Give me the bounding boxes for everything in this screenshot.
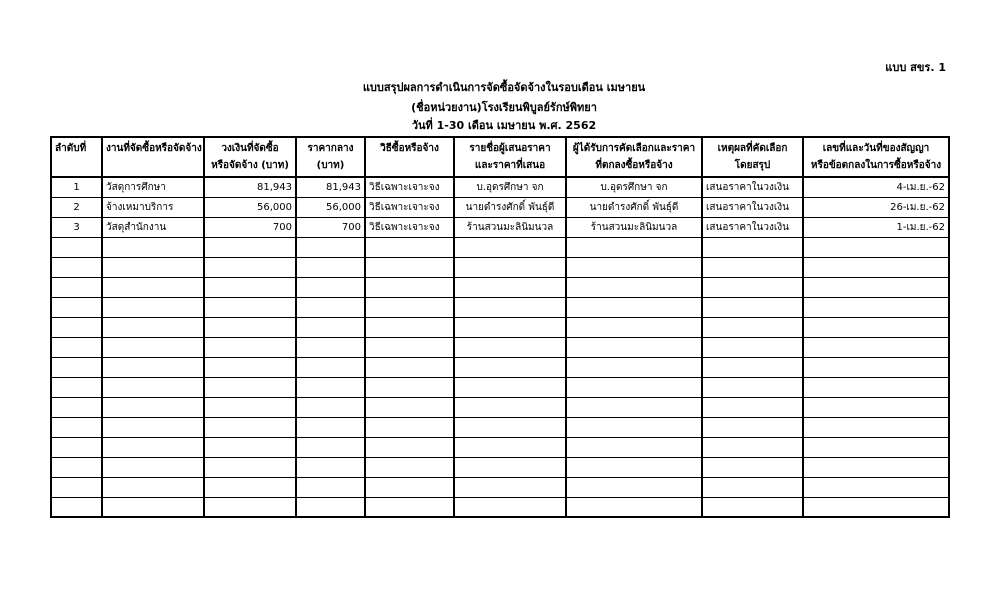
row-work: วัสดุสำนักงาน [102,217,204,237]
empty-row [51,397,949,417]
report-period: วันที่ 1-30 เดือน เมษายน พ.ศ. 2562 [411,119,597,132]
row-median-price: 56,000 [296,197,365,217]
header-no: ลำดับที่ [51,137,102,177]
row-median-price: 81,943 [296,177,365,197]
empty-row [51,357,949,377]
empty-row [51,457,949,477]
row-no: 2 [51,197,102,217]
empty-row [51,377,949,397]
table-row [51,197,949,217]
row-bidders: บ.อุดรศึกษา จก [454,177,566,197]
empty-row [51,417,949,437]
row-bidders: ร้านสวนมะลินิมนวล [454,217,566,237]
procurement-summary-table [50,136,950,518]
header-budget: วงเงินที่จัดซื้อ หรือจัดจ้าง (บาท) [204,137,296,177]
row-selected: บ.อุดรศึกษา จก [566,177,702,197]
header-method: วิธีซื้อหรือจ้าง [365,137,454,177]
row-method: วิธีเฉพาะเจาะจง [365,217,454,237]
form-code: แบบ สขร. 1 [885,61,946,74]
empty-row [51,237,949,257]
row-reason: เสนอราคาในวงเงิน [702,177,803,197]
row-budget: 56,000 [204,197,296,217]
row-contract: 4-เม.ย.-62 [803,177,949,197]
empty-row [51,437,949,457]
row-median-price: 700 [296,217,365,237]
empty-row [51,297,949,317]
table-header-row [51,137,949,177]
empty-row [51,497,949,517]
row-work: วัสดุการศึกษา [102,177,204,197]
header-median-price: ราคากลาง (บาท) [296,137,365,177]
row-method: วิธีเฉพาะเจาะจง [365,177,454,197]
row-contract: 26-เม.ย.-62 [803,197,949,217]
empty-row [51,277,949,297]
header-selected: ผู้ได้รับการคัดเลือกและราคา ที่ตกลงซื้อหรือจ้าง [566,137,702,177]
empty-row [51,337,949,357]
row-selected: นายดำรงศักดิ์ พันธุ์ดี [566,197,702,217]
row-selected: ร้านสวนมะลินิมนวล [566,217,702,237]
row-contract: 1-เม.ย.-62 [803,217,949,237]
header-contract: เลขที่และวันที่ของสัญญา หรือข้อตกลงในการซื้อหรือจ้าง [803,137,949,177]
row-work: จ้างเหมาบริการ [102,197,204,217]
row-method: วิธีเฉพาะเจาะจง [365,197,454,217]
empty-row [51,257,949,277]
empty-row [51,477,949,497]
row-reason: เสนอราคาในวงเงิน [702,197,803,217]
row-no: 3 [51,217,102,237]
empty-row [51,317,949,337]
header-work: งานที่จัดซื้อหรือจัดจ้าง [102,137,204,177]
row-no: 1 [51,177,102,197]
header-reason: เหตุผลที่คัดเลือก โดยสรุป [702,137,803,177]
row-budget: 81,943 [204,177,296,197]
agency-name: (ชื่อหน่วยงาน)โรงเรียนพิบูลย์รักษ์พิทยา [411,101,597,114]
report-title: แบบสรุปผลการดำเนินการจัดซื้อจัดจ้างในรอบเดือน เมษายน [362,81,646,94]
header-bidders: รายชื่อผู้เสนอราคา และราคาที่เสนอ [454,137,566,177]
row-bidders: นายดำรงศักดิ์ พันธุ์ดี [454,197,566,217]
table-row [51,177,949,197]
table-row [51,217,949,237]
row-budget: 700 [204,217,296,237]
row-reason: เสนอราคาในวงเงิน [702,217,803,237]
